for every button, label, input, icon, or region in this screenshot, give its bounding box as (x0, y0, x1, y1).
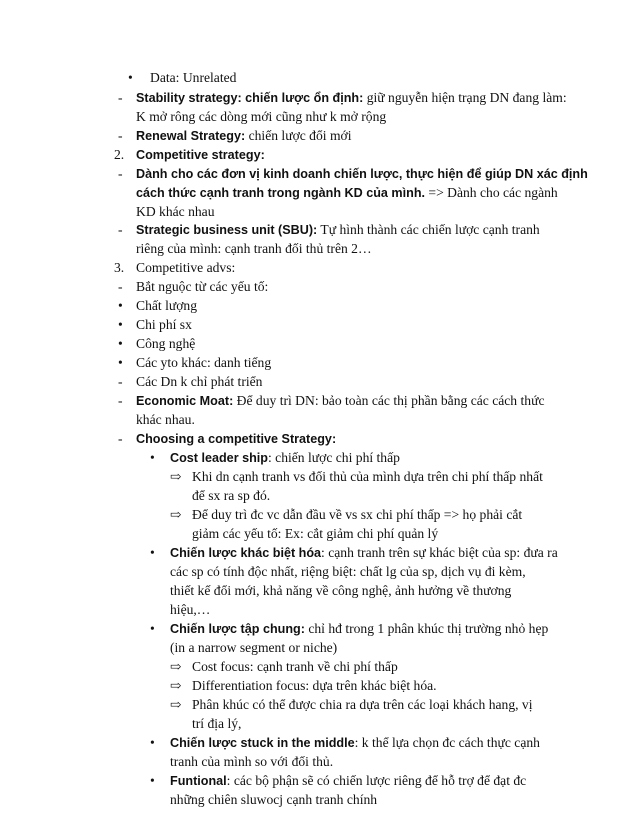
text-line (136, 183, 558, 203)
text-run: để sx ra sp đó. (192, 488, 271, 503)
list-marker: • (118, 336, 123, 351)
list-marker: • (150, 621, 155, 636)
list-marker: • (118, 317, 123, 332)
text-run: Chất lượng (136, 298, 197, 313)
text-run: (in a narrow segment or niche) (170, 640, 338, 655)
text-run: Bắt nguộc từ các yếu tố: (136, 279, 269, 294)
text-run: những chiên sluwocj cạnh tranh chính (170, 792, 378, 807)
text-run: Tự hình thành các chiến lược cạnh tranh (317, 222, 540, 237)
text-run: hiệu,… (170, 602, 211, 617)
text-line (150, 68, 236, 87)
text-line (170, 771, 526, 791)
bold-term: Strategic business unit (SBU): (136, 223, 318, 237)
text-line (136, 296, 197, 315)
bold-term: Chiến lược tập chung: (170, 622, 305, 636)
text-run: : chiến lược chi phí thấp (267, 450, 400, 465)
text-run: : các bộ phận sẽ có chiến lược riêng để hỗ trợ để đạt đc (226, 773, 527, 788)
text-line (192, 695, 533, 714)
text-line (136, 391, 544, 411)
text-line (136, 372, 262, 391)
bold-term: Economic Moat: (136, 394, 234, 408)
text-run: Data: Unrelated (150, 70, 237, 85)
list-marker: • (128, 70, 133, 85)
text-line (136, 353, 271, 372)
text-run: Phân khúc có thể được chia ra dựa trên các loại khách hang, vị (192, 697, 533, 712)
text-run: KD khác nhau (136, 204, 215, 219)
text-run: Differentiation focus: dựa trên khác biệt hóa. (192, 678, 437, 693)
text-line (192, 714, 241, 733)
text-run: : cạnh tranh trên sự khác biệt của sp: đưa ra (321, 545, 558, 560)
text-run: chỉ hđ trong 1 phân khúc thị trường nhỏ hẹp (304, 621, 549, 636)
bold-term: Stability strategy: chiến lược ổn định: (136, 91, 364, 105)
list-marker: • (150, 545, 155, 560)
text-line (136, 239, 372, 258)
list-marker: • (150, 450, 155, 465)
text-line (170, 562, 526, 581)
text-line (136, 220, 540, 240)
text-line (136, 277, 268, 296)
list-marker: ⇨ (170, 659, 182, 674)
bold-term: Funtional (170, 774, 227, 788)
text-line (192, 657, 398, 676)
text-line (192, 524, 438, 543)
list-marker: - (118, 222, 123, 237)
bold-term: Cost leader ship (170, 451, 268, 465)
text-line (170, 733, 540, 753)
list-marker: 2. (114, 147, 125, 162)
text-line (136, 202, 215, 221)
list-marker: - (118, 166, 123, 181)
text-line (170, 581, 511, 600)
text-line (136, 410, 195, 429)
list-marker: • (150, 735, 155, 750)
list-marker: ⇨ (170, 697, 182, 712)
list-marker: ⇨ (170, 507, 182, 522)
text-run: Các Dn k chỉ phát triển (136, 374, 263, 389)
text-line (170, 638, 337, 657)
bold-term: Choosing a competitive Strategy: (136, 432, 337, 446)
list-marker: • (118, 298, 123, 313)
bold-term: cách thức cạnh tranh trong ngành KD của mình. (136, 186, 426, 200)
text-run: chiến lược đổi mới (245, 128, 352, 143)
text-run: Công nghệ (136, 336, 196, 351)
text-line (170, 543, 558, 563)
text-run: trí địa lý, (192, 716, 242, 731)
list-marker: • (150, 773, 155, 788)
text-run: Competitive advs: (136, 260, 236, 275)
text-line (170, 619, 548, 639)
text-line (170, 752, 333, 771)
text-run: giữ nguyễn hiện trạng DN đang làm: (363, 90, 567, 105)
text-run: : k thể lựa chọn đc cách thực cạnh (354, 735, 540, 750)
text-line (136, 334, 195, 353)
text-run: các sp có tính độc nhất, riệng biệt: chất lg của sp, dịch vụ đi kèm, (170, 564, 526, 579)
text-run: Chi phí sx (136, 317, 192, 332)
list-marker: - (118, 393, 123, 408)
bold-term: Renewal Strategy: (136, 129, 246, 143)
text-line (170, 790, 377, 809)
list-marker: - (118, 374, 123, 389)
text-line (192, 486, 270, 505)
text-run: Để duy trì đc vc dẫn đầu về vs sx chi phí thấp => họ phải cắt (192, 507, 523, 522)
text-line (170, 600, 210, 619)
text-line (136, 107, 386, 126)
text-run: khác nhau. (136, 412, 195, 427)
text-line (192, 467, 543, 486)
text-line (136, 126, 352, 146)
list-marker: ⇨ (170, 678, 182, 693)
list-marker: ⇨ (170, 469, 182, 484)
bold-term: Chiến lược khác biệt hóa (170, 546, 322, 560)
text-line (192, 505, 522, 524)
text-run: K mở rông các dòng mới cũng như k mở rộng (136, 109, 387, 124)
text-run: riêng của mình: cạnh tranh đối thủ trên 2… (136, 241, 372, 256)
text-line (136, 145, 265, 165)
text-line (136, 315, 192, 334)
text-run: => Dành cho các ngành (425, 185, 558, 200)
list-marker: - (118, 128, 123, 143)
list-marker: - (118, 279, 123, 294)
text-run: giảm các yếu tố: Ex: cắt giảm chi phí quản lý (192, 526, 439, 541)
bold-term: Competitive strategy: (136, 148, 265, 162)
text-line (136, 429, 336, 449)
text-run: Khi dn cạnh tranh vs đối thủ của mình dựa trên chi phí thấp nhất (192, 469, 543, 484)
text-run: Cost focus: cạnh tranh về chi phí thấp (192, 659, 398, 674)
text-line (192, 676, 437, 695)
bold-term: Chiến lược stuck in the middle (170, 736, 355, 750)
text-line (136, 258, 235, 277)
bold-term: Dành cho các đơn vị kinh doanh chiến lược, thực hiện để giúp DN xác định (136, 167, 588, 181)
text-line (136, 164, 588, 184)
text-run: thiết kế đổi mới, khả năng về công nghệ, ảnh hưởng về thương (170, 583, 512, 598)
list-marker: - (118, 90, 123, 105)
list-marker: - (118, 431, 123, 446)
text-line (170, 448, 400, 468)
list-marker: • (118, 355, 123, 370)
text-run: tranh của mình so với đối thủ. (170, 754, 334, 769)
text-run: Các yto khác: danh tiếng (136, 355, 272, 370)
text-run: Để duy trì DN: bảo toàn các thị phần bằng các cách thức (233, 393, 545, 408)
text-line (136, 88, 567, 108)
list-marker: 3. (114, 260, 125, 275)
